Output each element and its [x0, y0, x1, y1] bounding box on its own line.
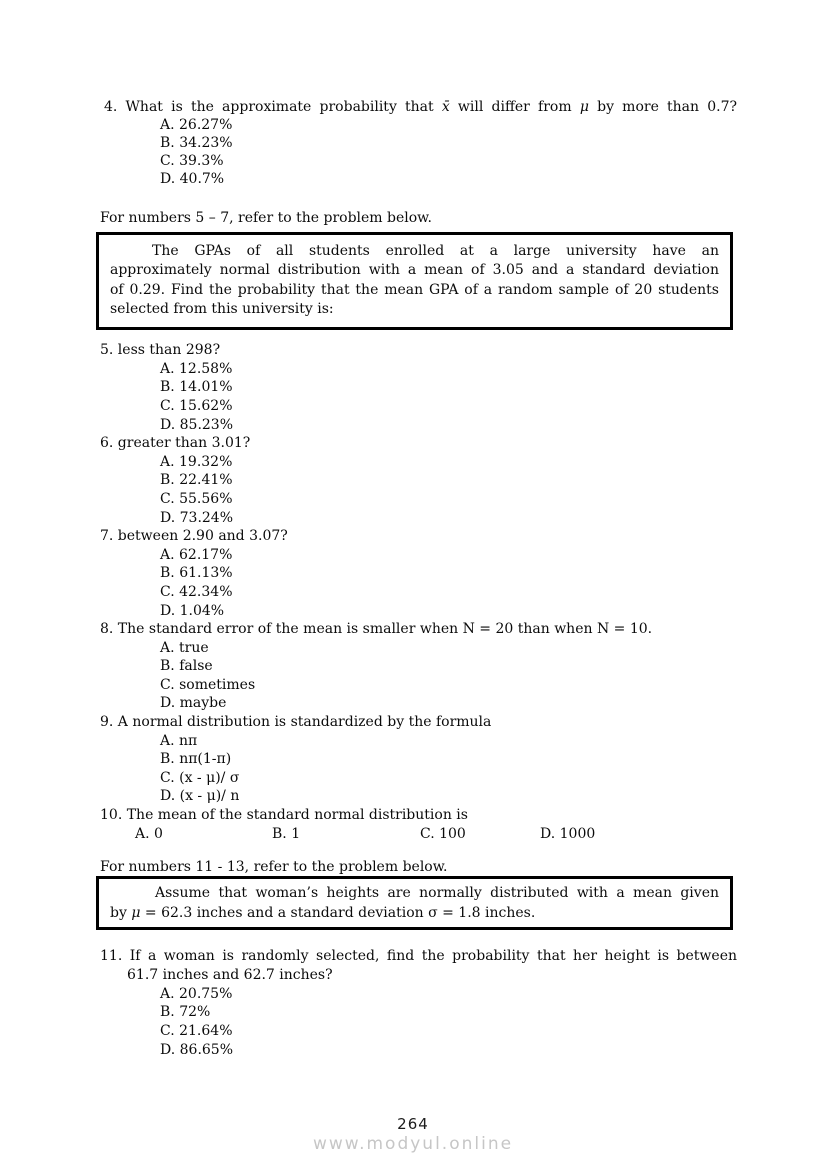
- question-8-text: 8. The standard error of the mean is smaller when N = 20 than when N = 10.: [100, 621, 653, 638]
- question-11: [100, 947, 737, 1059]
- question-4-option-b: B. 34.23%: [160, 135, 233, 151]
- lead-numbers-5-7: For numbers 5 – 7, refer to the problem below.: [100, 210, 432, 226]
- question-10-text: 10. The mean of the standard normal distribution is: [100, 807, 468, 824]
- question-4-text: [100, 98, 737, 116]
- question-4: [100, 98, 737, 188]
- question-4-text-mid: will differ from: [449, 99, 580, 115]
- watermark: www.modyul.online: [312, 1134, 514, 1155]
- question-4-option-c: C. 39.3%: [160, 153, 224, 169]
- question-5-option-c: C. 15.62%: [160, 397, 233, 414]
- problem-box-11-13: [96, 876, 733, 930]
- question-10-option-c: C. 100: [420, 825, 466, 842]
- box-11-13-line2-pre: by: [110, 905, 132, 922]
- question-8-option-d: D. maybe: [160, 695, 227, 712]
- question-11-option-c: C. 21.64%: [160, 1023, 233, 1040]
- question-6-option-d: D. 73.24%: [160, 509, 234, 526]
- lead-numbers-11-13: For numbers 11 - 13, refer to the problem below.: [100, 859, 448, 876]
- problem-box-5-7-line-1: The GPAs of all students enrolled at a large university have an: [152, 243, 719, 259]
- page-number: 264: [397, 1115, 429, 1134]
- question-7-text: 7. between 2.90 and 3.07?: [100, 528, 288, 545]
- question-4-option-a: A. 26.27%: [160, 117, 233, 133]
- xbar-symbol: x̄: [441, 99, 450, 115]
- mu-symbol: μ: [131, 905, 141, 922]
- question-5-option-a: A. 12.58%: [160, 360, 233, 377]
- question-6-option-c: C. 55.56%: [160, 490, 233, 507]
- question-4-text-post: by more than 0.7?: [588, 99, 737, 115]
- question-5-option-d: D. 85.23%: [160, 416, 234, 433]
- page-footer: [0, 1115, 826, 1153]
- mu-symbol: μ: [579, 99, 589, 115]
- question-9-text: 9. A normal distribution is standardized by the formula: [100, 714, 492, 731]
- problem-box-11-13-line-1: Assume that woman’s heights are normally distributed with a mean given: [155, 885, 719, 902]
- question-6-option-b: B. 22.41%: [160, 472, 233, 489]
- question-10-options: [100, 825, 737, 844]
- question-9-option-d: D. (x - μ)/ n: [160, 788, 240, 805]
- question-4-option-d: D. 40.7%: [160, 171, 225, 187]
- question-6-text: 6. greater than 3.01?: [100, 435, 251, 452]
- question-10-option-d: D. 1000: [540, 825, 596, 842]
- question-11-option-b: B. 72%: [160, 1004, 211, 1021]
- question-11-text-line-2: 61.7 inches and 62.7 inches?: [127, 966, 333, 983]
- page-content: [0, 98, 826, 1059]
- problem-box-11-13-line-2: [110, 903, 719, 923]
- question-5-text: 5. less than 298?: [100, 342, 221, 359]
- problem-box-5-7-line-3: of 0.29. Find the probability that the mean GPA of a random sample of 20 students: [110, 281, 719, 298]
- questions-5-10: [100, 341, 737, 843]
- question-6-option-a: A. 19.32%: [160, 453, 233, 470]
- question-8-option-b: B. false: [160, 658, 213, 675]
- problem-box-5-7: [96, 232, 733, 330]
- question-8-option-a: A. true: [160, 639, 209, 656]
- box-11-13-line2-post: = 62.3 inches and a standard deviation σ = 1.8 inches.: [140, 905, 536, 922]
- question-11-option-d: D. 86.65%: [160, 1041, 234, 1058]
- question-7-option-c: C. 42.34%: [160, 583, 233, 600]
- question-4-text-pre: 4. What is the approximate probability that: [104, 99, 442, 115]
- question-10-option-a: A. 0: [135, 825, 163, 842]
- problem-box-5-7-line-4: selected from this university is:: [110, 300, 334, 317]
- question-9-option-b: B. nπ(1-π): [160, 751, 232, 768]
- question-11-option-a: A. 20.75%: [160, 985, 233, 1002]
- problem-box-5-7-line-2: approximately normal distribution with a mean of 3.05 and a standard deviation: [110, 262, 719, 279]
- question-5-option-b: B. 14.01%: [160, 379, 233, 396]
- question-9-option-c: C. (x - μ)/ σ: [160, 769, 240, 786]
- question-9-option-a: A. nπ: [160, 732, 198, 749]
- question-7-option-a: A. 62.17%: [160, 546, 233, 563]
- question-10-option-b: B. 1: [272, 825, 301, 842]
- question-7-option-b: B. 61.13%: [160, 565, 233, 582]
- question-8-option-c: C. sometimes: [160, 676, 256, 693]
- question-7-option-d: D. 1.04%: [160, 602, 225, 619]
- question-11-text-line-1: 11. If a woman is randomly selected, find the probability that her height is between: [100, 948, 737, 965]
